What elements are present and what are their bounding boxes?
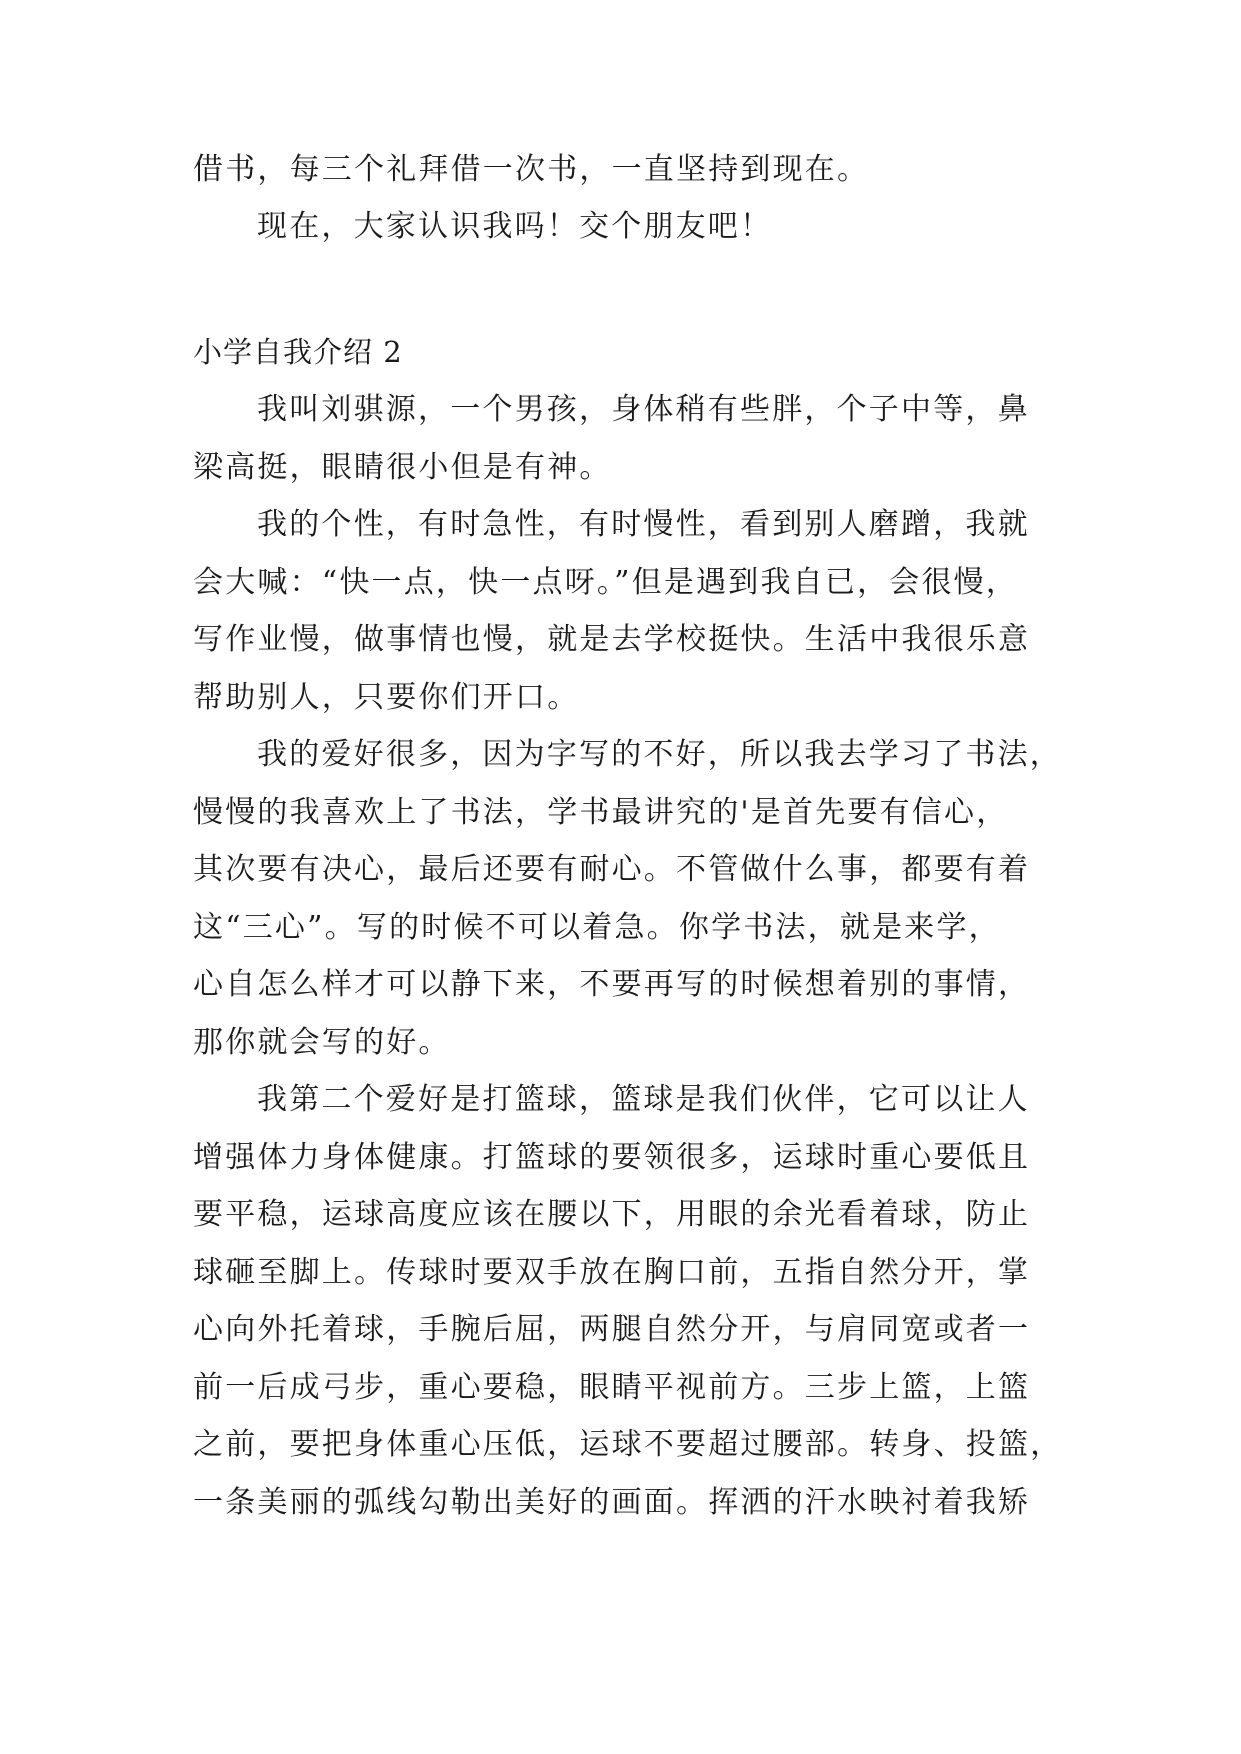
text-line: 现在，大家认识我吗！交个朋友吧！ bbox=[257, 209, 773, 244]
text-line: 之前，要把身体重心压低，运球不要超过腰部。转身、投篮， bbox=[193, 1427, 1063, 1462]
text-line: 要平稳，运球高度应该在腰以下，用眼的余光看着球，防止 bbox=[193, 1197, 1031, 1232]
text-line: 我的爱好很多，因为字写的不好，所以我去学习了书法， bbox=[257, 737, 1062, 772]
text-line: 梁高挺，眼睛很小但是有神。 bbox=[193, 450, 612, 485]
text-line: 心向外托着球，手腕后屈，两腿自然分开，与肩同宽或者一 bbox=[193, 1312, 1031, 1347]
text-line: 这“三心”。写的时候不可以着急。你学书法，就是来学， bbox=[193, 910, 1001, 945]
text-line: 球砸至脚上。传球时要双手放在胸口前，五指自然分开，掌 bbox=[193, 1255, 1031, 1290]
section-heading: 小学自我介绍 2 bbox=[193, 335, 403, 369]
text-line: 增强体力身体健康。打篮球的要领很多，运球时重心要低且 bbox=[193, 1140, 1031, 1175]
text-line: 我叫刘骐源，一个男孩，身体稍有些胖，个子中等，鼻 bbox=[257, 392, 1030, 427]
text-line: 心自怎么样才可以静下来，不要再写的时候想着别的事情， bbox=[193, 967, 1031, 1002]
text-line: 我的个性，有时急性，有时慢性，看到别人磨蹭，我就 bbox=[257, 507, 1030, 542]
text-line: 借书，每三个礼拜借一次书，一直坚持到现在。 bbox=[193, 152, 870, 187]
text-line: 前一后成弓步，重心要稳，眼睛平视前方。三步上篮，上篮 bbox=[193, 1370, 1031, 1405]
text-line: 写作业慢，做事情也慢，就是去学校挺快。生活中我很乐意 bbox=[193, 622, 1031, 657]
text-line: 其次要有决心，最后还要有耐心。不管做什么事，都要有着 bbox=[193, 852, 1031, 887]
text-line: 帮助别人，只要你们开口。 bbox=[193, 680, 580, 715]
text-line: 那你就会写的好。 bbox=[193, 1025, 451, 1060]
text-line: 我第二个爱好是打篮球，篮球是我们伙伴，它可以让人 bbox=[257, 1082, 1030, 1117]
text-line: 会大喊：“快一点，快一点呀。”但是遇到我自已，会很慢， bbox=[193, 565, 1019, 600]
text-line: 慢慢的我喜欢上了书法，学书最讲究的'是首先要有信心， bbox=[193, 795, 1009, 830]
text-line: 一条美丽的弧线勾勒出美好的画面。挥洒的汗水映衬着我矫 bbox=[193, 1485, 1031, 1520]
